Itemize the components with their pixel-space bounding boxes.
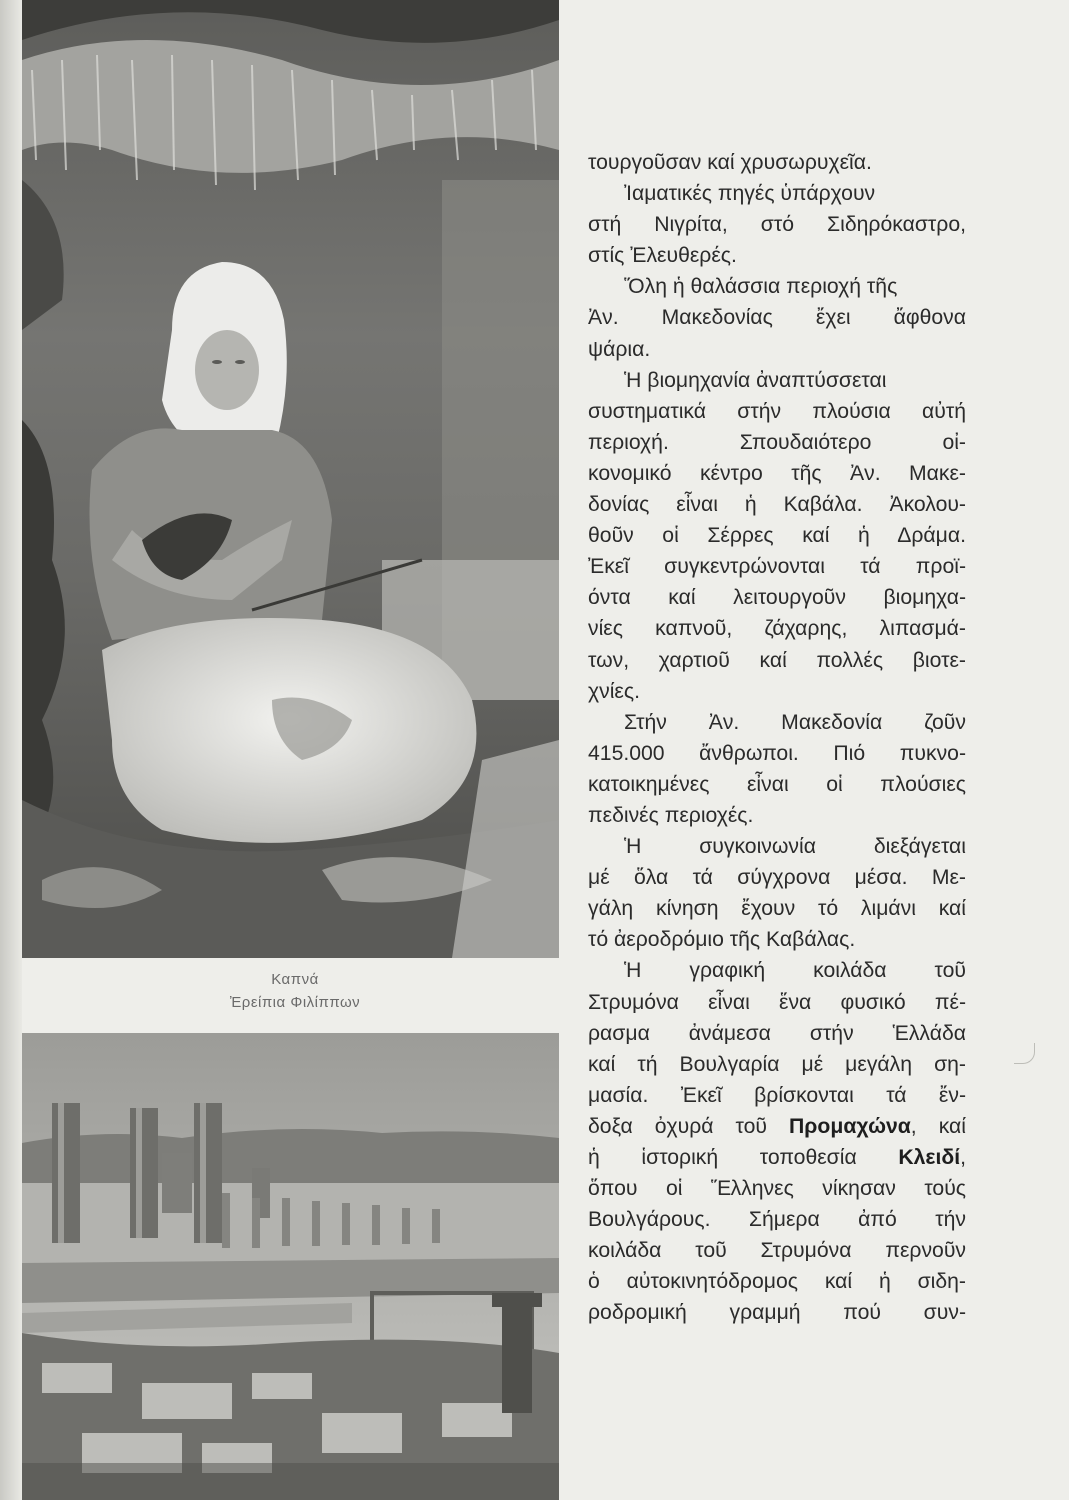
text-line: των, χαρτιοῦ καί πολλές βιοτε- [588,648,966,672]
text-line: Ἡ γραφική κοιλάδα τοῦ [624,959,966,983]
text-line: περιοχή. Σπουδαιότερο οἰ- [588,430,966,454]
text-line: Ἡ συγκοινωνία διεξάγεται [624,835,966,859]
caption-tobacco: Καπνά [271,971,319,988]
text-line: ὅπου οἱ Ἕλληνες νίκησαν τούς [588,1177,966,1201]
text-line: τό ἀεροδρόμιο τῆς Καβάλας. [588,928,856,952]
text-line: ρασμα ἀνάμεσα στήν Ἑλλάδα [588,1021,966,1045]
text-line: Ὅλη ἡ θαλάσσια περιοχή τῆς [624,275,898,299]
text-line: πεδινές περιοχές. [588,803,754,827]
text-line: δονίας εἶναι ἡ Καβάλα. Ἀκολου- [588,493,966,517]
body-text-column [588,147,966,1329]
text-line: τουργοῦσαν καί χρυσωρυχεῖα. [588,151,872,174]
bold-term-kleidi: Κλειδί [898,1146,961,1169]
text-line: καί τή Βουλγαρία μέ μεγάλη ση- [588,1052,966,1076]
text-line: Ἀν. Μακεδονίας ἔχει ἄφθονα [588,306,966,330]
text-line: στή Νιγρίτα, στό Σιδηρόκαστρο, [588,213,966,237]
text-line: μασία. Ἐκεῖ βρίσκονται τά ἔν- [588,1083,966,1107]
text-line: κατοικημένες εἶναι οἱ πλούσιες [588,772,966,796]
text-line: Ἰαματικές πηγές ὑπάρχουν [624,182,876,206]
text-line: Βουλγάρους. Σήμερα ἀπό τήν [588,1208,966,1232]
margin-mark [1014,1043,1035,1064]
text-line: χνίες. [588,679,640,703]
text-line: ψάρια. [588,337,651,361]
text-line: ὁ αὐτοκινητόδρομος καί ἡ σιδη- [588,1270,966,1294]
text-line-kleidi: ἡ ἱστορική τοποθεσία Κλειδί, [588,1146,966,1169]
photo-captions [200,968,390,1014]
text-line: θοῦν οἱ Σέρρες καί ἡ Δράμα. [588,524,966,548]
text-line: συστηματικά στήν πλούσια αὐτή [588,399,966,423]
page-binding-edge [0,0,22,1500]
text-line-promachon: δοξα ὀχυρά τοῦ Προμαχώνα, καί [588,1114,966,1138]
caption-philippi-ruins: Ἐρείπια Φιλίππων [229,994,361,1011]
tobacco-worker-photo [22,0,559,958]
text-line: γάλη κίνηση ἔχουν τό λιμάνι καί [588,897,966,921]
text-line: στίς Ἐλευθερές. [588,244,737,268]
text-line: νίες καπνοῦ, ζάχαρης, λιπασμά- [588,617,966,641]
philippi-ruins-photo [22,1033,559,1500]
text-line: μέ ὅλα τά σύγχρονα μέσα. Με- [588,866,966,890]
text-line: Ἡ βιομηχανία ἀναπτύσσεται [624,368,887,392]
text-line: Στήν Ἀν. Μακεδονία ζοῦν [624,710,966,734]
text-line: Ἐκεῖ συγκεντρώνονται τά προϊ- [588,555,966,579]
text-line: κονομικό κέντρο τῆς Ἀν. Μακε- [588,461,966,485]
text-line: όντα καί λειτουργοῦν βιομηχα- [588,586,966,610]
text-line: κοιλάδα τοῦ Στρυμόνα περνοῦν [588,1239,966,1263]
text-line: 415.000 ἄνθρωποι. Πιό πυκνο- [588,741,966,765]
bold-term-promachon: Προμαχώνα [789,1114,911,1138]
text-line: Στρυμόνα εἶναι ἕνα φυσικό πέ- [588,990,966,1014]
text-line: ροδρομική γραμμή πού συν- [588,1301,966,1325]
